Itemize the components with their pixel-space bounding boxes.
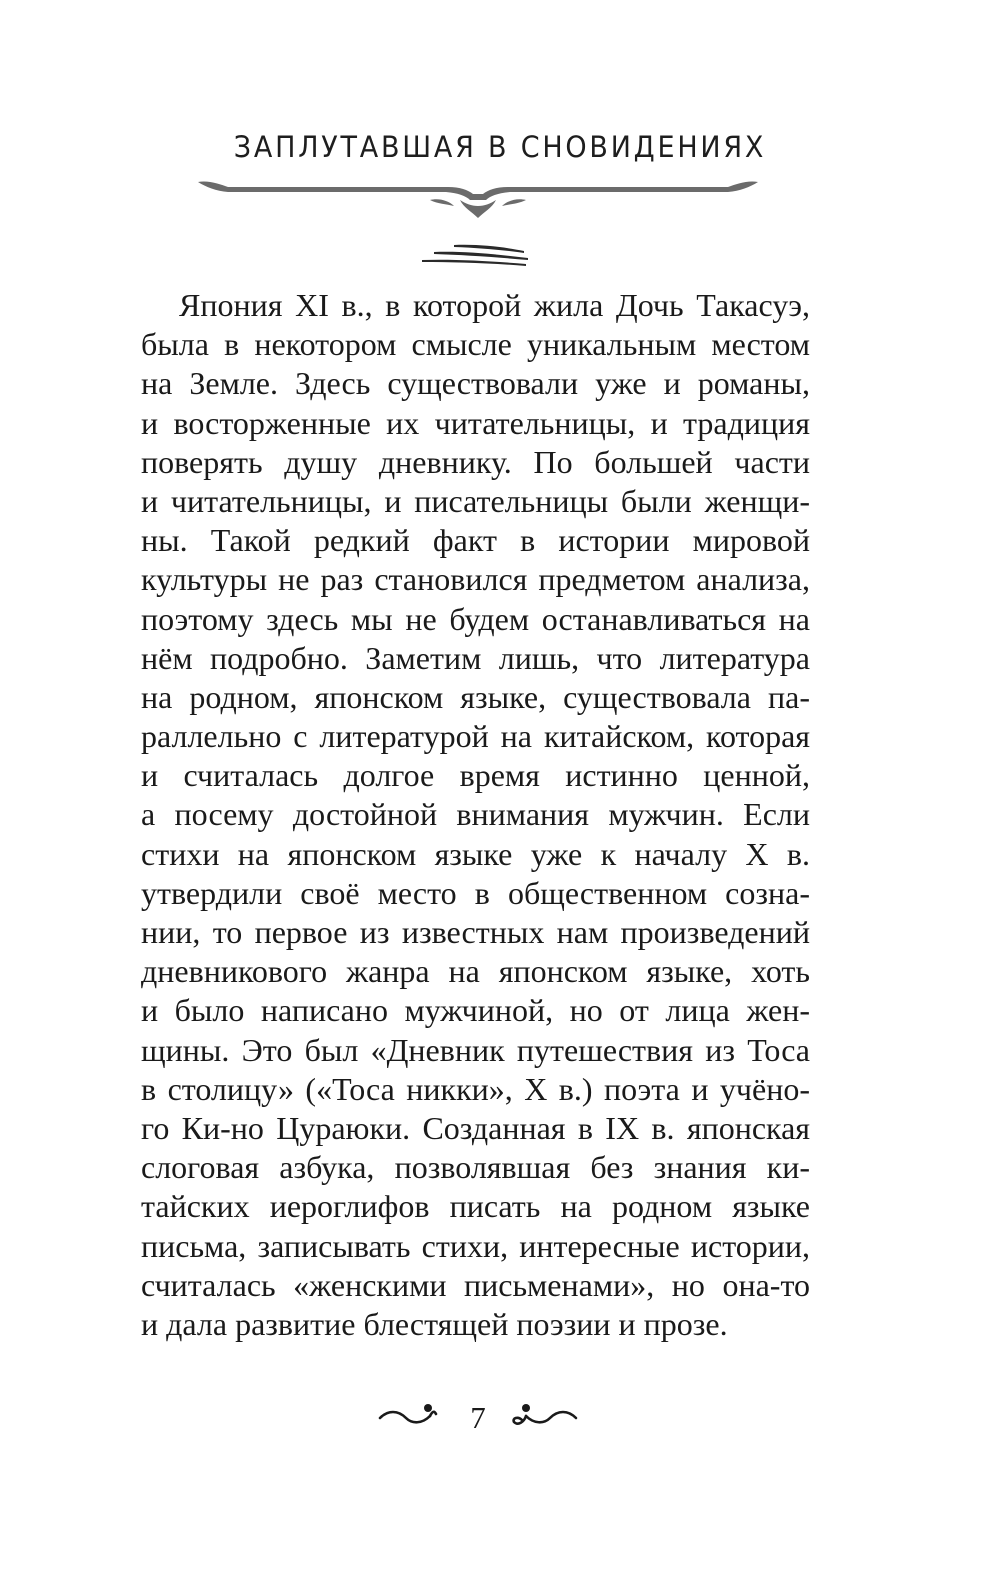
text-line: го Ки-но Цураюки. Созданная в IX в. японская (141, 1109, 810, 1146)
text-line: щины. Это был «Дневник путешествия из Тоса (141, 1031, 810, 1068)
body-text (141, 286, 810, 1344)
left-swirl-ornament (380, 1412, 436, 1422)
text-line: на родном, японском языке, существовала па- (141, 678, 810, 715)
folio (378, 1396, 578, 1440)
page-number: 7 (470, 1400, 486, 1435)
section-ornament (420, 242, 532, 272)
text-line: в столицу» («Тоса никки», X в.) поэта и учёно- (141, 1070, 810, 1107)
header-ornament (198, 178, 758, 220)
text-line: раллельно с литературой на китайском, которая (141, 718, 810, 755)
right-swirl-ornament (514, 1412, 576, 1424)
text-line: и считалась долгое время истинно ценной, (141, 757, 810, 794)
text-line: и восторженные их читательницы, и традиция (141, 404, 810, 441)
text-line: а посему достойной внимания мужчин. Если (141, 796, 810, 833)
text-line: поверять душу дневнику. По большей части (141, 443, 810, 480)
text-line: письма, записывать стихи, интересные истории, (141, 1227, 810, 1264)
text-line: поэтому здесь мы не будем останавливаться на (141, 600, 810, 637)
text-line: на Земле. Здесь существовали уже и романы, (141, 365, 810, 402)
text-line: утвердили своё место в общественном созна- (141, 874, 810, 911)
text-line: и дала развитие блестящей поэзии и прозе. (141, 1305, 728, 1342)
text-line: нём подробно. Заметим лишь, что литература (141, 639, 810, 676)
text-line: дневникового жанра на японском языке, хоть (141, 953, 810, 990)
text-line: тайских иероглифов писать на родном языке (141, 1188, 810, 1225)
text-line: нии, то первое из известных нам произведений (141, 914, 810, 950)
text-line: была в некотором смысле уникальным местом (141, 326, 810, 363)
text-line: ны. Такой редкий факт в истории мировой (141, 522, 810, 559)
text-line: и было написано мужчиной, но от лица жен- (141, 992, 810, 1029)
text-line: и читательницы, и писательницы были женщи- (141, 482, 810, 519)
running-head: ЗАПЛУТАВШАЯ В СНОВИДЕНИЯХ (233, 130, 767, 164)
text-line: слоговая азбука, позволявшая без знания ки- (141, 1149, 810, 1186)
text-line: культуры не раз становился предметом анализа, (141, 561, 810, 598)
text-line: считалась «женскими письменами», но она-то (141, 1266, 810, 1303)
text-line: стихи на японском языке уже к началу X в. (141, 835, 810, 872)
text-line: Япония XI в., в которой жила Дочь Такасуэ, (179, 287, 810, 323)
